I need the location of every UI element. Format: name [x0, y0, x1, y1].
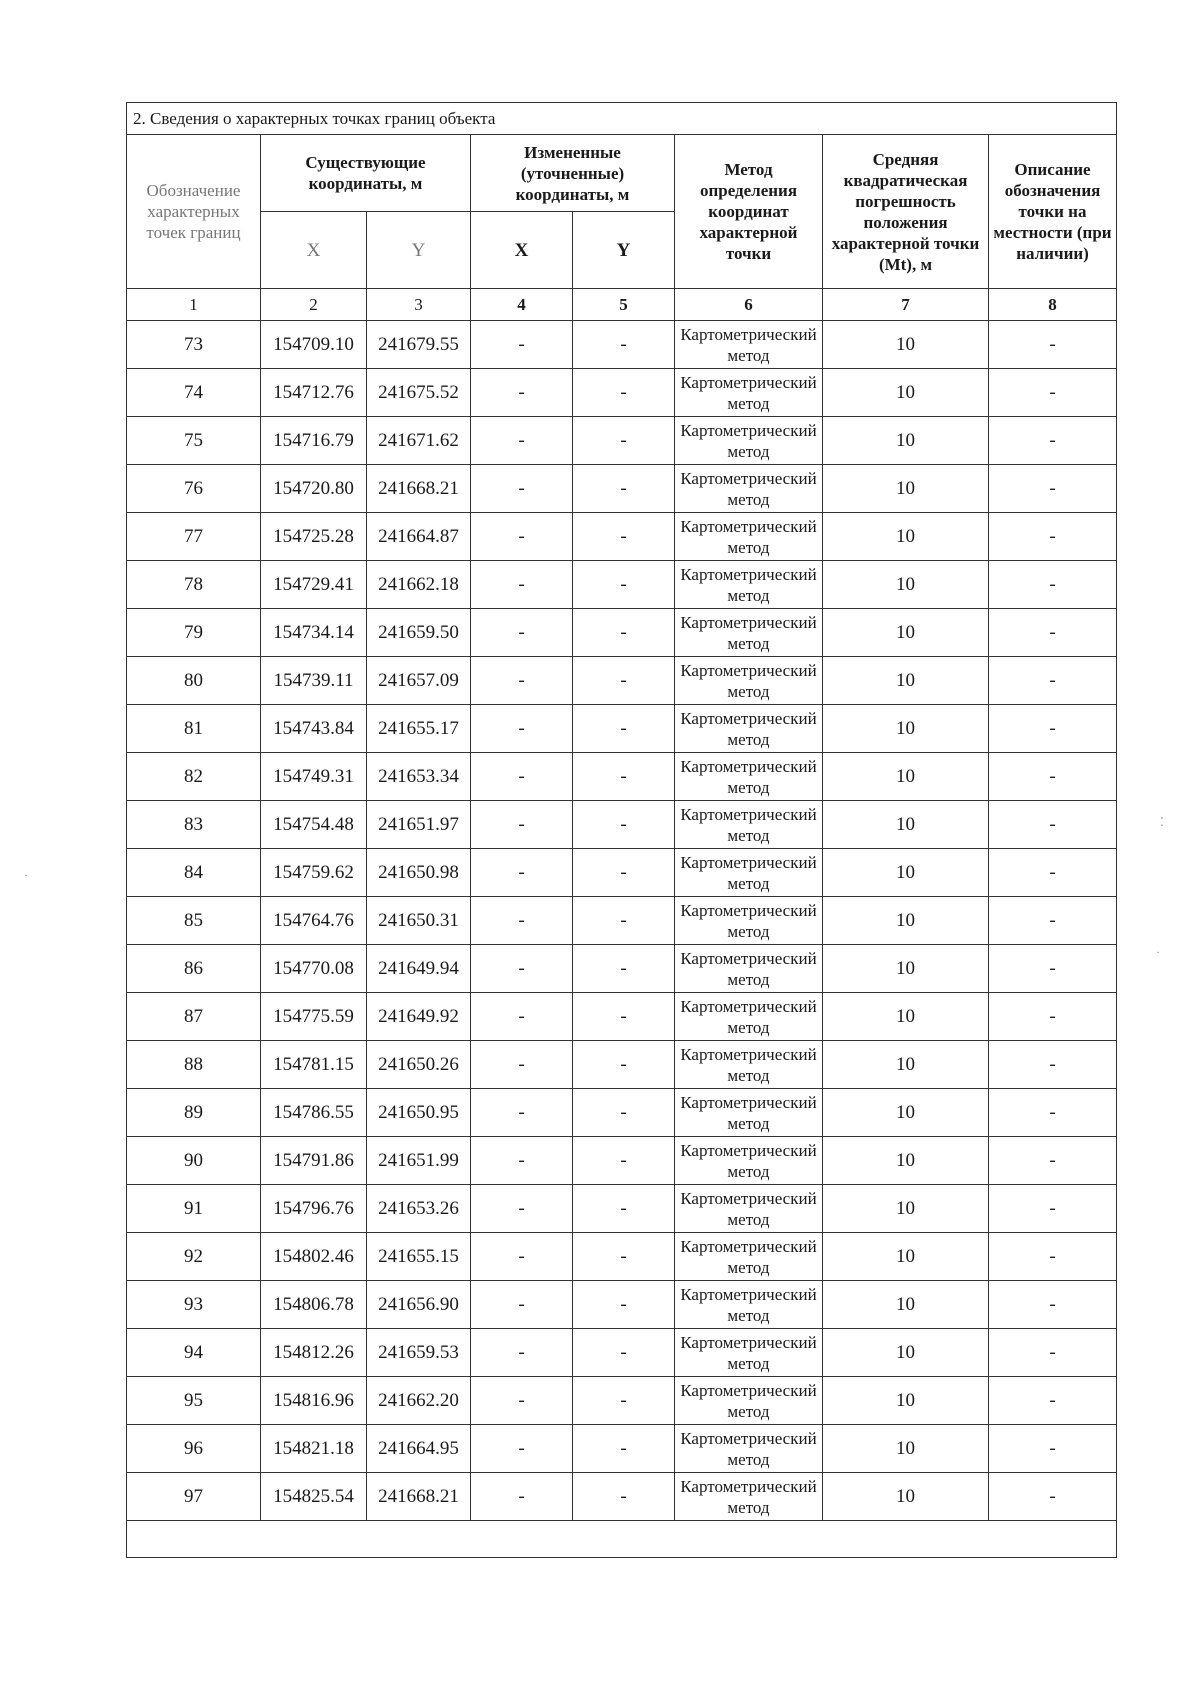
x-new-cell: - — [471, 993, 573, 1041]
column-number: 3 — [367, 289, 471, 321]
mt-cell: 10 — [823, 609, 989, 657]
table-row — [127, 849, 1117, 897]
mt-cell: 10 — [823, 369, 989, 417]
y-cell: 241655.17 — [367, 705, 471, 753]
point-cell: 82 — [127, 753, 261, 801]
table-row — [127, 1233, 1117, 1281]
mt-cell: 10 — [823, 1377, 989, 1425]
x-cell: 154770.08 — [261, 945, 367, 993]
method-cell: Картометрический метод — [675, 849, 823, 897]
mt-cell: 10 — [823, 945, 989, 993]
description-cell: - — [989, 1473, 1117, 1521]
point-cell: 89 — [127, 1089, 261, 1137]
header-changed-coordinates: Измененные (уточненные) координаты, м — [471, 135, 675, 212]
x-new-cell: - — [471, 753, 573, 801]
point-cell: 74 — [127, 369, 261, 417]
y-new-cell: - — [573, 849, 675, 897]
x-new-cell: - — [471, 1329, 573, 1377]
method-cell: Картометрический метод — [675, 1137, 823, 1185]
description-cell: - — [989, 609, 1117, 657]
mt-cell: 10 — [823, 561, 989, 609]
y-cell: 241656.90 — [367, 1281, 471, 1329]
method-cell: Картометрический метод — [675, 1185, 823, 1233]
x-new-cell: - — [471, 513, 573, 561]
table-row — [127, 1377, 1117, 1425]
x-cell: 154743.84 — [261, 705, 367, 753]
x-new-cell: - — [471, 321, 573, 369]
y-new-cell: - — [573, 1185, 675, 1233]
method-cell: Картометрический метод — [675, 945, 823, 993]
y-new-cell: - — [573, 513, 675, 561]
description-cell: - — [989, 1425, 1117, 1473]
mt-cell: 10 — [823, 1089, 989, 1137]
y-new-cell: - — [573, 1425, 675, 1473]
y-cell: 241650.26 — [367, 1041, 471, 1089]
x-cell: 154720.80 — [261, 465, 367, 513]
method-cell: Картометрический метод — [675, 1233, 823, 1281]
y-new-cell: - — [573, 1281, 675, 1329]
x-cell: 154739.11 — [261, 657, 367, 705]
description-cell: - — [989, 657, 1117, 705]
description-cell: - — [989, 513, 1117, 561]
table-row — [127, 1089, 1117, 1137]
column-number: 2 — [261, 289, 367, 321]
description-cell: - — [989, 1329, 1117, 1377]
x-new-cell: - — [471, 1425, 573, 1473]
x-new-cell: - — [471, 417, 573, 465]
method-cell: Картометрический метод — [675, 1089, 823, 1137]
x-new-cell: - — [471, 1377, 573, 1425]
point-cell: 92 — [127, 1233, 261, 1281]
y-new-cell: - — [573, 417, 675, 465]
mt-cell: 10 — [823, 1041, 989, 1089]
x-cell: 154786.55 — [261, 1089, 367, 1137]
method-cell: Картометрический метод — [675, 657, 823, 705]
mt-cell: 10 — [823, 1185, 989, 1233]
x-cell: 154754.48 — [261, 801, 367, 849]
y-cell: 241650.95 — [367, 1089, 471, 1137]
y-cell: 241659.50 — [367, 609, 471, 657]
header-changed-x: X — [471, 212, 573, 289]
point-cell: 83 — [127, 801, 261, 849]
table-row — [127, 1281, 1117, 1329]
mt-cell: 10 — [823, 321, 989, 369]
point-cell: 75 — [127, 417, 261, 465]
header-changed-y: Y — [573, 212, 675, 289]
point-cell: 93 — [127, 1281, 261, 1329]
description-cell: - — [989, 1137, 1117, 1185]
y-new-cell: - — [573, 1233, 675, 1281]
description-cell: - — [989, 417, 1117, 465]
x-new-cell: - — [471, 1281, 573, 1329]
x-cell: 154816.96 — [261, 1377, 367, 1425]
x-cell: 154791.86 — [261, 1137, 367, 1185]
description-cell: - — [989, 1089, 1117, 1137]
y-new-cell: - — [573, 609, 675, 657]
point-cell: 79 — [127, 609, 261, 657]
point-cell: 87 — [127, 993, 261, 1041]
x-cell: 154716.79 — [261, 417, 367, 465]
point-cell: 96 — [127, 1425, 261, 1473]
table-caption: 2. Сведения о характерных точках границ объекта — [127, 103, 1117, 135]
description-cell: - — [989, 897, 1117, 945]
mt-cell: 10 — [823, 465, 989, 513]
y-cell: 241662.18 — [367, 561, 471, 609]
x-cell: 154749.31 — [261, 753, 367, 801]
point-cell: 81 — [127, 705, 261, 753]
mt-cell: 10 — [823, 513, 989, 561]
y-cell: 241668.21 — [367, 1473, 471, 1521]
method-cell: Картометрический метод — [675, 561, 823, 609]
x-cell: 154725.28 — [261, 513, 367, 561]
y-new-cell: - — [573, 897, 675, 945]
y-new-cell: - — [573, 657, 675, 705]
y-cell: 241662.20 — [367, 1377, 471, 1425]
header-existing-x: X — [261, 212, 367, 289]
y-new-cell: - — [573, 705, 675, 753]
y-cell: 241649.94 — [367, 945, 471, 993]
method-cell: Картометрический метод — [675, 369, 823, 417]
description-cell: - — [989, 1281, 1117, 1329]
method-cell: Картометрический метод — [675, 513, 823, 561]
table-row — [127, 609, 1117, 657]
method-cell: Картометрический метод — [675, 753, 823, 801]
table-row — [127, 753, 1117, 801]
y-new-cell: - — [573, 1377, 675, 1425]
y-cell: 241668.21 — [367, 465, 471, 513]
y-cell: 241671.62 — [367, 417, 471, 465]
x-cell: 154729.41 — [261, 561, 367, 609]
y-new-cell: - — [573, 993, 675, 1041]
mt-cell: 10 — [823, 993, 989, 1041]
point-cell: 97 — [127, 1473, 261, 1521]
scan-mark: · — [24, 868, 28, 882]
y-new-cell: - — [573, 465, 675, 513]
point-cell: 90 — [127, 1137, 261, 1185]
caption-row — [127, 103, 1117, 135]
y-new-cell: - — [573, 801, 675, 849]
y-cell: 241651.99 — [367, 1137, 471, 1185]
method-cell: Картометрический метод — [675, 1041, 823, 1089]
x-cell: 154802.46 — [261, 1233, 367, 1281]
header-existing-coordinates: Существующие координаты, м — [261, 135, 471, 212]
point-cell: 78 — [127, 561, 261, 609]
header-description: Описание обозначения точки на местности (при наличии) — [989, 135, 1117, 289]
x-cell: 154759.62 — [261, 849, 367, 897]
method-cell: Картометрический метод — [675, 897, 823, 945]
table-row — [127, 801, 1117, 849]
x-cell: 154712.76 — [261, 369, 367, 417]
table-row — [127, 1473, 1117, 1521]
point-cell: 88 — [127, 1041, 261, 1089]
header-existing-y: Y — [367, 212, 471, 289]
x-cell: 154775.59 — [261, 993, 367, 1041]
x-new-cell: - — [471, 1089, 573, 1137]
header-mean-error: Средняя квадратическая погрешность положения характерной точки (Mt), м — [823, 135, 989, 289]
y-new-cell: - — [573, 369, 675, 417]
scan-mark: · — [1156, 945, 1160, 959]
description-cell: - — [989, 705, 1117, 753]
table-row — [127, 1329, 1117, 1377]
method-cell: Картометрический метод — [675, 1473, 823, 1521]
y-cell: 241650.98 — [367, 849, 471, 897]
x-new-cell: - — [471, 369, 573, 417]
description-cell: - — [989, 945, 1117, 993]
mt-cell: 10 — [823, 897, 989, 945]
method-cell: Картометрический метод — [675, 465, 823, 513]
table-row — [127, 1185, 1117, 1233]
column-number: 4 — [471, 289, 573, 321]
method-cell: Картометрический метод — [675, 1377, 823, 1425]
column-number: 5 — [573, 289, 675, 321]
x-new-cell: - — [471, 801, 573, 849]
mt-cell: 10 — [823, 753, 989, 801]
point-cell: 95 — [127, 1377, 261, 1425]
table-row — [127, 1425, 1117, 1473]
description-cell: - — [989, 801, 1117, 849]
y-new-cell: - — [573, 753, 675, 801]
description-cell: - — [989, 561, 1117, 609]
table-row — [127, 513, 1117, 561]
description-cell: - — [989, 321, 1117, 369]
header-method: Метод определения координат характерной точки — [675, 135, 823, 289]
x-new-cell: - — [471, 1041, 573, 1089]
x-new-cell: - — [471, 897, 573, 945]
method-cell: Картометрический метод — [675, 1425, 823, 1473]
point-cell: 76 — [127, 465, 261, 513]
table-row — [127, 321, 1117, 369]
x-cell: 154825.54 — [261, 1473, 367, 1521]
x-cell: 154781.15 — [261, 1041, 367, 1089]
y-cell: 241664.95 — [367, 1425, 471, 1473]
table-row — [127, 993, 1117, 1041]
point-cell: 80 — [127, 657, 261, 705]
x-new-cell: - — [471, 705, 573, 753]
description-cell: - — [989, 1185, 1117, 1233]
mt-cell: 10 — [823, 705, 989, 753]
description-cell: - — [989, 1233, 1117, 1281]
x-cell: 154709.10 — [261, 321, 367, 369]
point-cell: 94 — [127, 1329, 261, 1377]
x-new-cell: - — [471, 465, 573, 513]
x-new-cell: - — [471, 657, 573, 705]
method-cell: Картометрический метод — [675, 417, 823, 465]
column-number: 7 — [823, 289, 989, 321]
description-cell: - — [989, 753, 1117, 801]
table-row — [127, 417, 1117, 465]
boundary-points-table — [126, 102, 1117, 1558]
y-new-cell: - — [573, 1473, 675, 1521]
scan-mark: ⁚ — [1160, 815, 1164, 829]
table-row — [127, 369, 1117, 417]
point-cell: 77 — [127, 513, 261, 561]
method-cell: Картометрический метод — [675, 1329, 823, 1377]
y-cell: 241653.26 — [367, 1185, 471, 1233]
x-new-cell: - — [471, 1473, 573, 1521]
mt-cell: 10 — [823, 1473, 989, 1521]
method-cell: Картометрический метод — [675, 705, 823, 753]
description-cell: - — [989, 1041, 1117, 1089]
column-number-row — [127, 289, 1117, 321]
point-cell: 86 — [127, 945, 261, 993]
y-new-cell: - — [573, 1137, 675, 1185]
table-row — [127, 465, 1117, 513]
x-cell: 154821.18 — [261, 1425, 367, 1473]
y-cell: 241655.15 — [367, 1233, 471, 1281]
mt-cell: 10 — [823, 417, 989, 465]
method-cell: Картометрический метод — [675, 1281, 823, 1329]
mt-cell: 10 — [823, 1233, 989, 1281]
x-cell: 154764.76 — [261, 897, 367, 945]
x-cell: 154796.76 — [261, 1185, 367, 1233]
method-cell: Картометрический метод — [675, 321, 823, 369]
x-new-cell: - — [471, 609, 573, 657]
x-new-cell: - — [471, 849, 573, 897]
y-new-cell: - — [573, 1041, 675, 1089]
x-new-cell: - — [471, 1185, 573, 1233]
y-new-cell: - — [573, 1089, 675, 1137]
table-row — [127, 657, 1117, 705]
x-new-cell: - — [471, 945, 573, 993]
y-cell: 241657.09 — [367, 657, 471, 705]
y-new-cell: - — [573, 1329, 675, 1377]
empty-footer-cell — [127, 1521, 1117, 1558]
mt-cell: 10 — [823, 1425, 989, 1473]
point-cell: 91 — [127, 1185, 261, 1233]
description-cell: - — [989, 1377, 1117, 1425]
y-cell: 241653.34 — [367, 753, 471, 801]
header-row-1 — [127, 135, 1117, 212]
mt-cell: 10 — [823, 1281, 989, 1329]
x-cell: 154806.78 — [261, 1281, 367, 1329]
y-cell: 241659.53 — [367, 1329, 471, 1377]
method-cell: Картометрический метод — [675, 609, 823, 657]
y-new-cell: - — [573, 561, 675, 609]
y-cell: 241679.55 — [367, 321, 471, 369]
header-point-designation: Обозначение характерных точек границ — [127, 135, 261, 289]
table-row — [127, 1137, 1117, 1185]
x-new-cell: - — [471, 1233, 573, 1281]
table-body — [127, 321, 1117, 1521]
y-cell: 241664.87 — [367, 513, 471, 561]
y-new-cell: - — [573, 945, 675, 993]
method-cell: Картометрический метод — [675, 801, 823, 849]
x-cell: 154812.26 — [261, 1329, 367, 1377]
description-cell: - — [989, 993, 1117, 1041]
mt-cell: 10 — [823, 1329, 989, 1377]
table-row — [127, 945, 1117, 993]
point-cell: 85 — [127, 897, 261, 945]
mt-cell: 10 — [823, 1137, 989, 1185]
y-cell: 241651.97 — [367, 801, 471, 849]
table-row — [127, 561, 1117, 609]
y-cell: 241675.52 — [367, 369, 471, 417]
table-row — [127, 897, 1117, 945]
point-cell: 73 — [127, 321, 261, 369]
description-cell: - — [989, 465, 1117, 513]
mt-cell: 10 — [823, 801, 989, 849]
y-new-cell: - — [573, 321, 675, 369]
column-number: 1 — [127, 289, 261, 321]
point-cell: 84 — [127, 849, 261, 897]
document — [126, 102, 1116, 1558]
y-cell: 241649.92 — [367, 993, 471, 1041]
x-cell: 154734.14 — [261, 609, 367, 657]
footer-row — [127, 1521, 1117, 1558]
description-cell: - — [989, 369, 1117, 417]
column-number: 8 — [989, 289, 1117, 321]
method-cell: Картометрический метод — [675, 993, 823, 1041]
mt-cell: 10 — [823, 849, 989, 897]
y-cell: 241650.31 — [367, 897, 471, 945]
table-row — [127, 1041, 1117, 1089]
x-new-cell: - — [471, 1137, 573, 1185]
description-cell: - — [989, 849, 1117, 897]
x-new-cell: - — [471, 561, 573, 609]
table-row — [127, 705, 1117, 753]
mt-cell: 10 — [823, 657, 989, 705]
column-number: 6 — [675, 289, 823, 321]
